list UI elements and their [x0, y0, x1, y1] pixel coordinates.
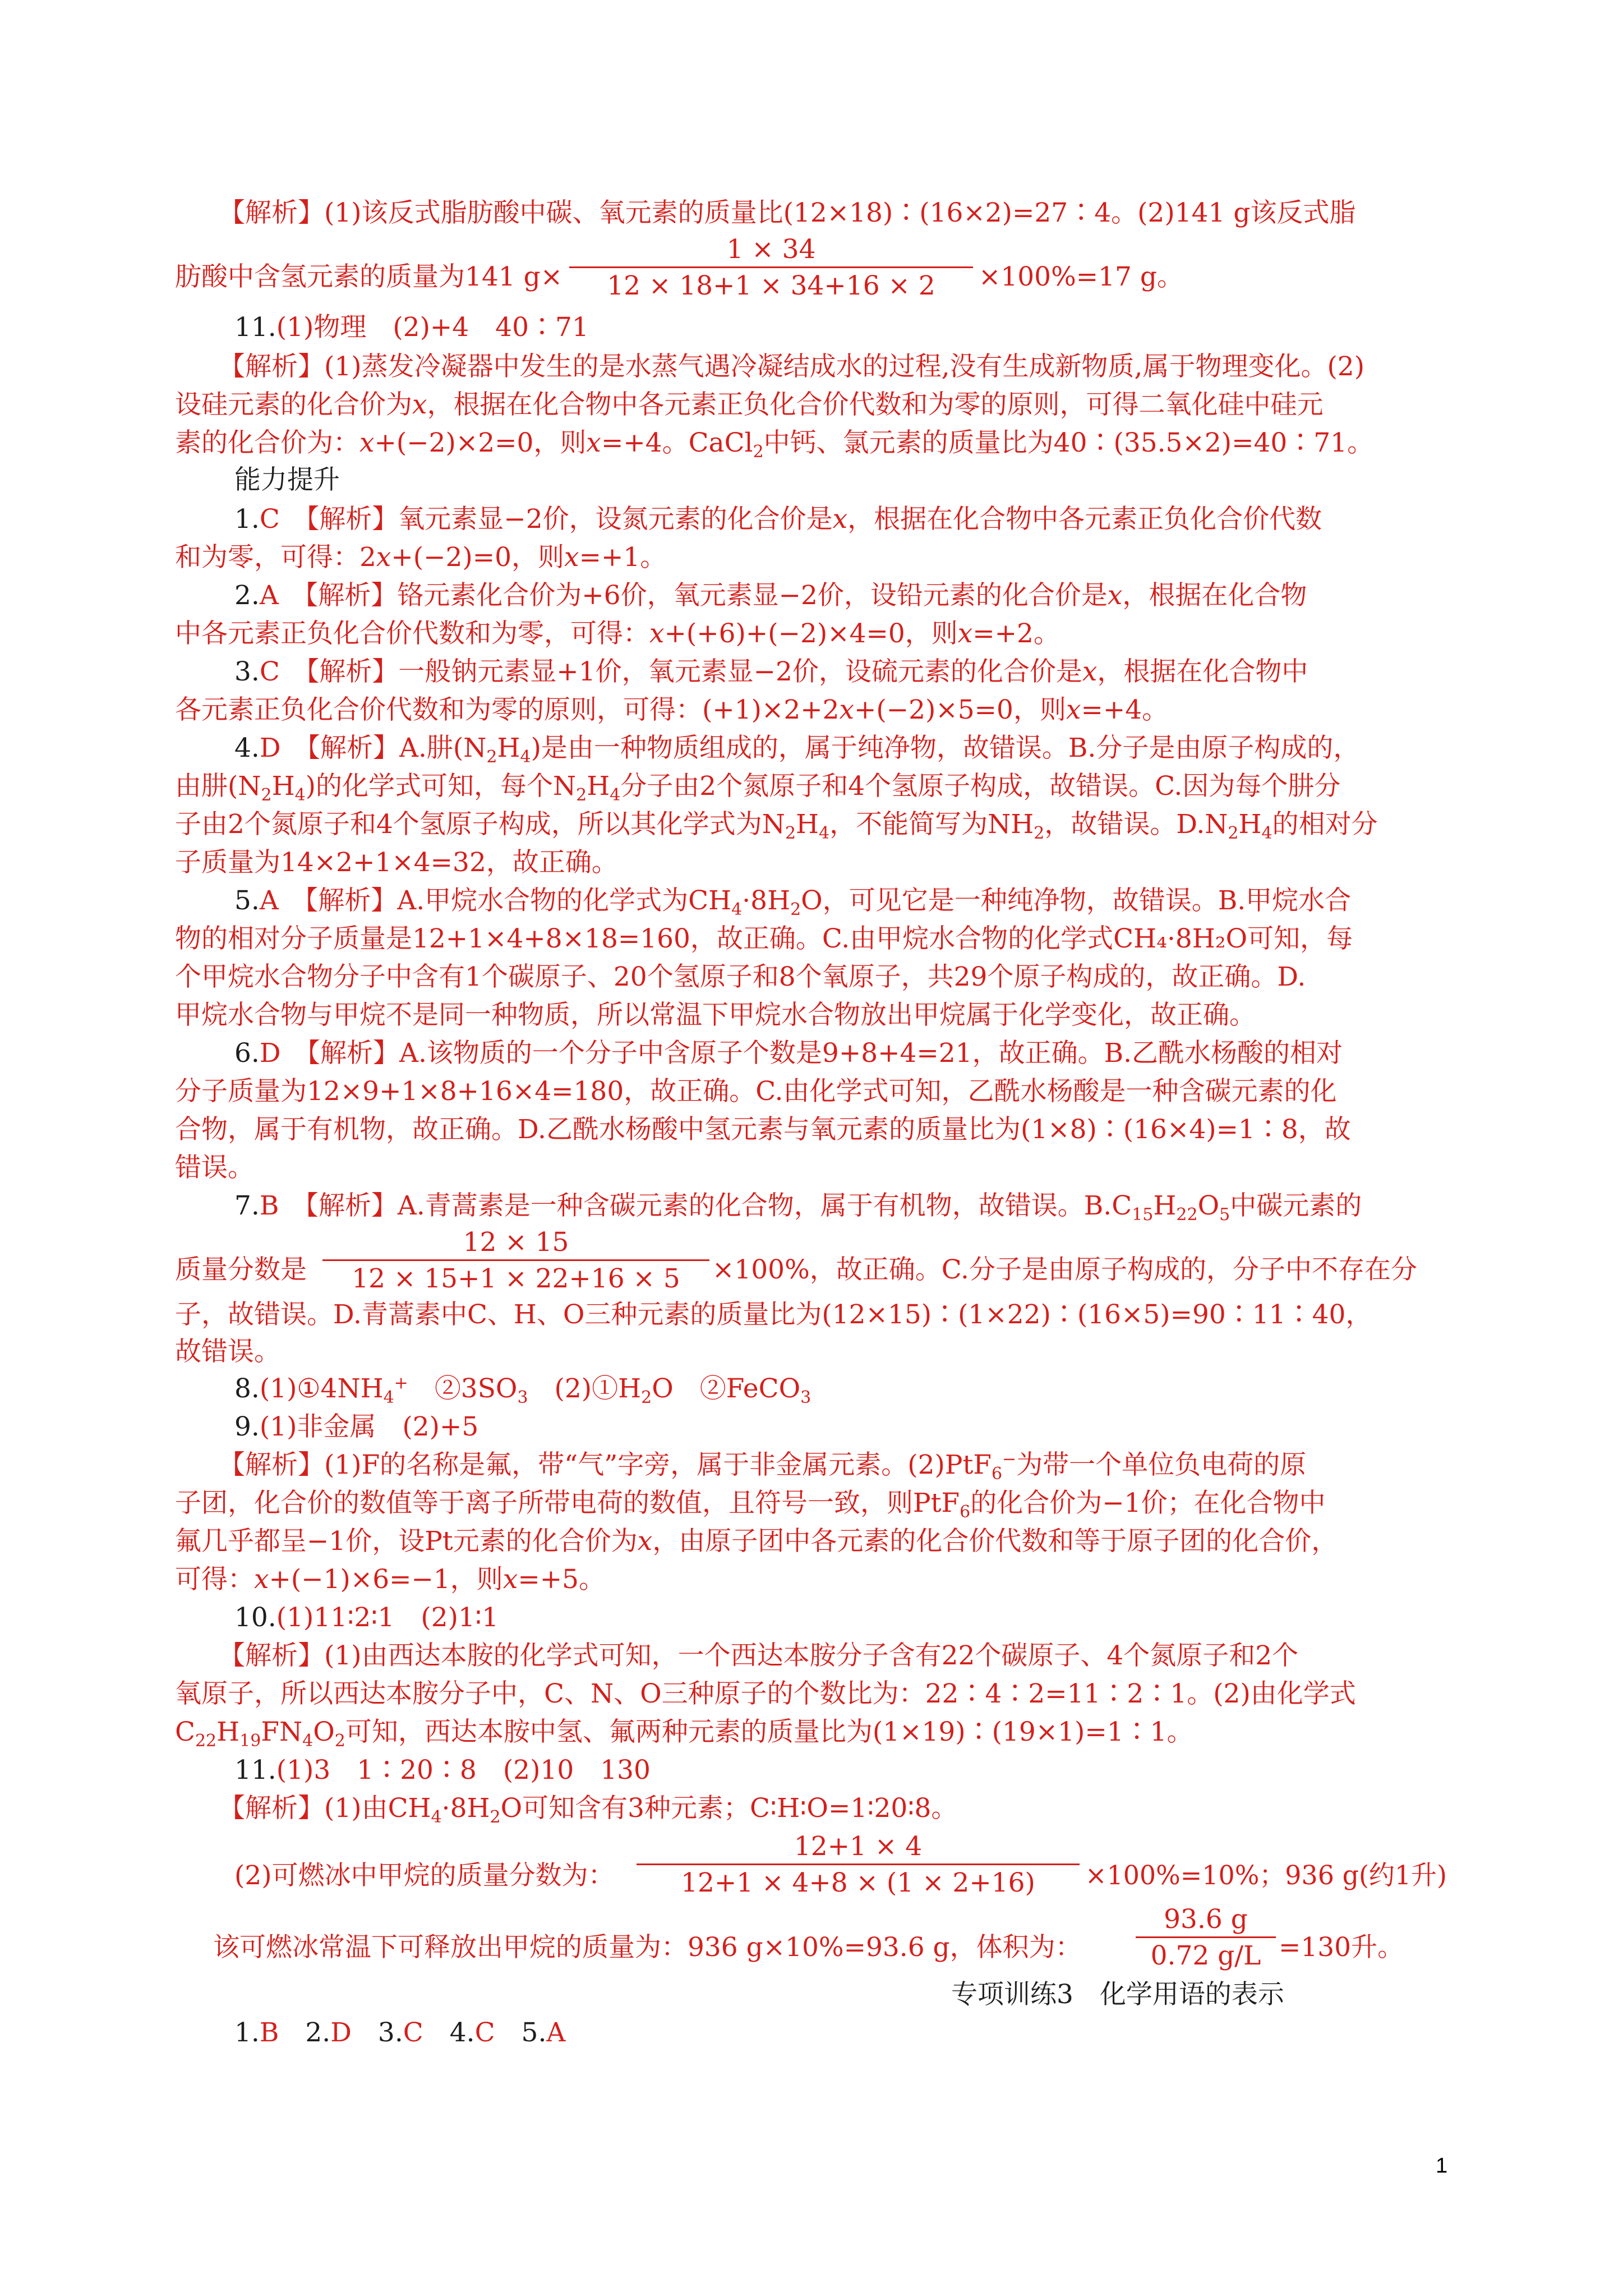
fraction-numerator: 12 × 15 [463, 1227, 569, 1258]
answer-line: 4.D 【解析】A.肼$(N_2H_4)$是由一种物质组成的，属于纯净物，故错误。B.分子是由原子构成的， [234, 733, 1360, 767]
text-line: 氟几乎都呈−1价，设Pt元素的化合价为x，由原子团中各元素的化合价代数和等于原子团的化合价， [175, 1526, 1338, 1557]
answer-text: (1)物理 (2)+4 40∶71 [276, 312, 589, 343]
answer-line: 2.A 【解析】铬元素化合价为+6价，氧元素显−2价，设铅元素的化合价是x，根据在化合物 [234, 580, 1307, 611]
text-line: 物的相对分子质量是12+1×4+8×18=160，故正确。C.由甲烷水合物的化学式CH₄·8H₂O可知，每 [175, 923, 1353, 954]
text-line: 和为零，可得：2x+(−2)=0，则x=+1。 [175, 542, 667, 573]
fraction-numerator: 12+1 × 4 [794, 1831, 923, 1862]
answer-line: 10.(1)11∶2∶1 (2)1∶1 [234, 1602, 499, 1633]
text-line: 子由2个氮原子和4个氢原子构成，所以其化学式为$N_2H_4$，不能简写为$NH_2$，故错误。$D.N_2H_4$的相对分 [175, 809, 1378, 843]
text-line: 子质量为14×2+1×4=32，故正确。 [175, 847, 618, 878]
section-heading: 专项训练3 化学用语的表示 [951, 1979, 1284, 2010]
text-line: 分子质量为12×9+1×8+16×4=180，故正确。C.由化学式可知，乙酰水杨酸是一种含碳元素的化 [175, 1076, 1337, 1107]
text-line: ×100%=10%；936 g(约1升) [1085, 1860, 1447, 1891]
fraction-denominator: 12+1 × 4+8 × (1 × 2+16) [681, 1867, 1035, 1898]
text-line: 质量分数是 [175, 1254, 307, 1285]
fraction-denominator: 12 × 15+1 × 22+16 × 5 [352, 1263, 680, 1294]
text-line: 【解析】(1)由西达本胺的化学式可知，一个西达本胺分子含有22个碳原子、4个氮原子和2个 [219, 1640, 1299, 1671]
section-heading: 能力提升 [234, 464, 340, 495]
answer-line: 9.(1)非金属 (2)+5 [234, 1411, 479, 1442]
answer-line: $8.(1)①4NH_4^+$ $②3SO_3$ $(2)①H_2O$ ②FeCO$_3$ [234, 1373, 811, 1407]
text-line: 合物，属于有机物，故正确。D.乙酰水杨酸中氢元素与氧元素的质量比为(1×8)∶(16×4)=1∶8，故 [175, 1114, 1351, 1145]
page-number: 1 [1436, 2154, 1448, 2178]
text-line: 错误。 [175, 1152, 254, 1183]
answer-line: 6.D 【解析】A.该物质的一个分子中含原子个数是9+8+4=21，故正确。B.乙酰水杨酸的相对 [234, 1038, 1343, 1069]
text-line: 子团，化合价的数值等于离子所带电荷的数值，且符号一致，则PtF$_6$的化合价为−1价；在化合物中 [175, 1488, 1326, 1522]
text-line: 氧原子，所以西达本胺分子中，C、N、O三种原子的个数比为：22∶4∶2=11∶2∶1。(2)由化学式 [175, 1678, 1356, 1709]
text-line: 【解析】(1)该反式脂肪酸中碳、氧元素的质量比(12×18)∶(16×2)=27∶4。(2)141 g该反式脂 [219, 197, 1356, 228]
fraction-denominator: 0.72 g/L [1150, 1940, 1261, 1971]
text-line: 各元素正负化合价代数和为零的原则，可得：(+1)×2+2x+(−2)×5=0，则x=+4。 [175, 694, 1169, 725]
fraction-numerator: 1 × 34 [726, 234, 816, 265]
text-line: 可得：x+(−1)×6=−1，则x=+5。 [175, 1564, 605, 1595]
text-line: 【解析】(1)蒸发冷凝器中发生的是水蒸气遇冷凝结成水的过程,没有生成新物质,属于物理变化。(2) [219, 351, 1365, 382]
text-line: 由肼$(N_2H_4)$的化学式可知，每个$N_2H_4$分子由2个氮原子和4个氢原子构成，故错误。C.因为每个肼分 [175, 771, 1341, 805]
fraction [1136, 1903, 1276, 1972]
text-line: 素的化合价为：x+(−2)×2=0，则x=+4。CaCl$_2$中钙、氯元素的质量比为40∶(35.5×2)=40∶71。 [175, 427, 1374, 462]
text-line: 【解析】(1)由$CH_4\cdot 8H_2O$可知含有3种元素；C∶H∶O=1∶20∶8。 [219, 1793, 958, 1827]
text-line: 甲烷水合物与甲烷不是同一种物质，所以常温下甲烷水合物放出甲烷属于化学变化，故正确。 [175, 1000, 1256, 1030]
answers-row: 1.B 2.D 3.C 4.C 5.A [234, 2017, 566, 2048]
answer-line: 1.C 【解析】氧元素显−2价，设氮元素的化合价是x，根据在化合物中各元素正负化合价代数 [234, 504, 1322, 535]
text-line: 该可燃冰常温下可释放出甲烷的质量为：936 g×10%=93.6 g，体积为： [213, 1932, 1082, 1963]
answer-line: 7.B 【解析】A.青蒿素是一种含碳元素的化合物，属于有机物，故错误。$B.C_{15}H_{22}O_5$中碳元素的 [234, 1190, 1362, 1225]
fraction-denominator: 12 × 18+1 × 34+16 × 2 [607, 270, 935, 301]
text-line: 设硅元素的化合价为x，根据在化合物中各元素正负化合价代数和为零的原则，可得二氧化硅中硅元 [175, 389, 1324, 420]
fraction [322, 1226, 709, 1295]
fraction-numerator: 93.6 g [1164, 1904, 1248, 1935]
text-line: 【解析】(1)F的名称是氟，带“气”字旁，属于非金属元素。(2)PtF$_6$−为带一个单位负电荷的原 [219, 1450, 1307, 1484]
text-line: 肪酸中含氢元素的质量为141 g× [175, 261, 563, 292]
text-line: 子，故错误。D.青蒿素中C、H、O三种元素的质量比为(12×15)∶(1×22)∶(16×5)=90∶11∶40， [175, 1299, 1372, 1330]
answer-line: 3.C 【解析】一般钠元素显+1价，氧元素显−2价，设硫元素的化合价是x，根据在化合物中 [234, 656, 1308, 687]
fraction [569, 233, 973, 302]
text-line: 中各元素正负化合价代数和为零，可得：x+(+6)+(−2)×4=0，则x=+2。 [175, 618, 1060, 649]
answer-line: 11.(1)3 1∶20∶8 (2)10 130 [234, 1755, 651, 1786]
fraction [637, 1830, 1080, 1899]
text-line: ×100%=17 g。 [979, 261, 1183, 292]
text-line: $C_{22}H_{19}FN_4O_2$可知，西达本胺中氢、氟两种元素的质量比为(1×19)∶(19×1)=1∶1。 [175, 1717, 1193, 1751]
text-line: =130升。 [1279, 1932, 1404, 1963]
text-line: ×100%，故正确。C.分子是由原子构成的，分子中不存在分 [712, 1254, 1417, 1285]
text-line: 个甲烷水合物分子中含有1个碳原子、20个氢原子和8个氧原子，共29个原子构成的，故正确。D. [175, 961, 1306, 992]
text-line: 故错误。 [175, 1336, 280, 1367]
item-number: 11. [234, 312, 276, 343]
answer-line: 5.A 【解析】A.甲烷水合物的化学式为$CH_4\cdot 8H_2O$，可见它是一种纯净物，故错误。B.甲烷水合 [234, 885, 1352, 919]
answer-line [234, 314, 589, 341]
text-line: (2)可燃冰中甲烷的质量分数为： [234, 1860, 615, 1891]
